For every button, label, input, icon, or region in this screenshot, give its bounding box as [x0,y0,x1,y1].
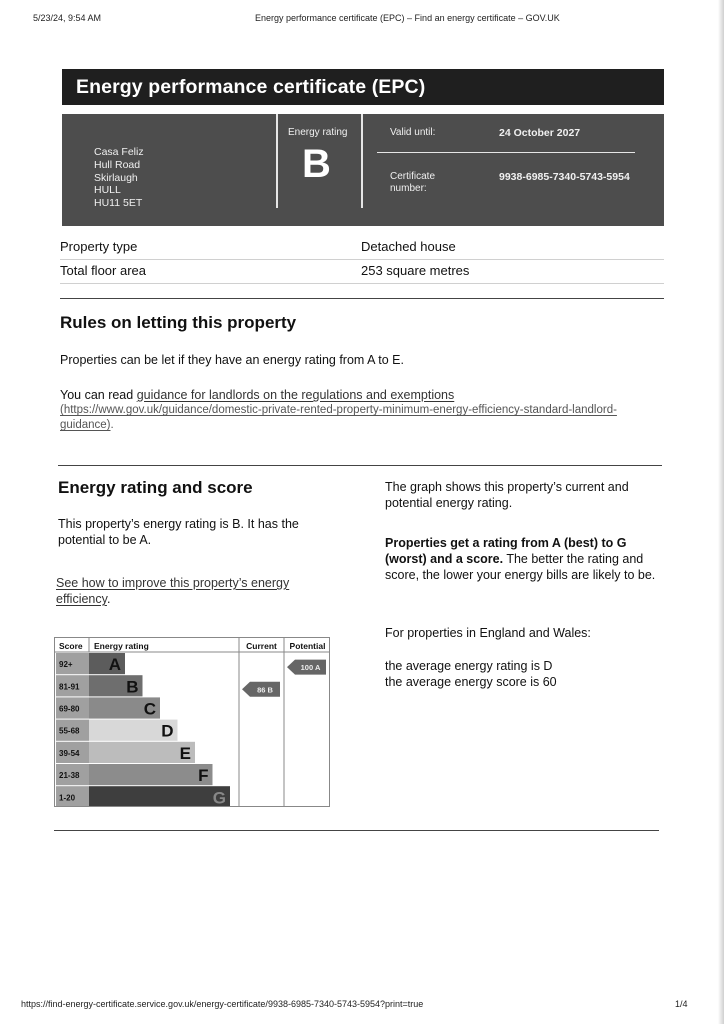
section-divider [60,298,664,299]
average-rating-text: the average energy rating is D [385,659,553,673]
valid-until-date: 24 October 2027 [499,127,581,139]
property-address: Casa Feliz Hull Road Skirlaugh HULL HU11 5ET [94,146,144,210]
letting-rule-text: Properties can be let if they have an energy rating from A to E. [60,353,404,367]
chart-band-letter: F [198,766,209,786]
current-rating-label: 86 B [257,685,273,695]
print-page-title: Energy performance certificate (EPC) – Find an energy certificate – GOV.UK [255,13,560,23]
chart-band-bar-f [89,764,213,785]
panel-divider [276,114,278,208]
print-date: 5/23/24, 9:54 AM [33,13,102,23]
section-divider [58,465,662,466]
property-type-value: Detached house [361,239,456,254]
letting-heading: Rules on letting this property [60,313,297,332]
panel-divider [361,114,363,208]
floor-area-value: 253 square metres [361,263,470,278]
average-score-text: the average energy score is 60 [385,675,557,689]
chart-score-label: 21-38 [59,771,80,781]
chart-band-letter: E [179,743,191,763]
property-details-table [60,236,664,284]
energy-rating-chart [54,637,330,807]
section-divider [54,830,659,831]
table-row [60,236,664,260]
valid-until-label: Valid until: [390,127,436,138]
rating-scale-explanation: Properties get a rating from A (best) to G (worst) and a score. The better the rating and score, the lower your energy bills are likely to be. [385,536,656,582]
rating-summary-text: This property’s energy rating is B. It has the potential to be A. [58,517,299,547]
chart-band-letter: B [126,677,139,697]
table-row [60,260,664,284]
print-page-number: 1/4 [675,999,688,1009]
potential-rating-label: 100 A [300,663,321,673]
landlord-guidance-link[interactable]: guidance for landlords on the regulations and exemptions [136,388,455,402]
chart-band-letter: G [212,788,226,808]
floor-area-label: Total floor area [60,263,146,278]
chart-band-letter: D [161,721,174,741]
chart-band-letter: A [108,655,121,675]
certificate-number: 9938-6985-7340-5743-5954 [499,171,630,183]
page-edge-shadow [718,0,724,1024]
panel-divider [377,152,635,153]
landlord-guidance-url[interactable]: (https://www.gov.uk/guidance/domestic-private-rented-property-minimum-energy-efficiency-standard-landlord-guidance). [60,404,617,431]
improve-efficiency-link[interactable]: See how to improve this property’s energy efficiency [56,576,290,606]
region-text: For properties in England and Wales: [385,626,591,640]
chart-score-label: 81-91 [59,682,80,692]
print-url: https://find-energy-certificate.service.gov.uk/energy-certificate/9938-6985-7340-5743-5954?print=true [21,999,424,1009]
chart-header-current: Current [246,641,277,651]
energy-rating-label: Energy rating [288,127,348,138]
graph-explanation-text: The graph shows this property’s current and potential energy rating. [385,480,629,510]
chart-score-label: 1-20 [59,793,76,803]
chart-score-label: 39-54 [59,748,80,758]
chart-score-label: 55-68 [59,726,80,736]
chart-header-rating: Energy rating [94,641,149,651]
chart-score-label: 69-80 [59,704,80,714]
improve-efficiency-paragraph: See how to improve this property’s energy efficiency. [56,576,290,606]
chart-header-potential: Potential [289,641,326,651]
chart-score-label: 92+ [59,660,73,670]
certificate-number-label: Certificate number: [390,171,436,194]
letting-guidance-paragraph: You can read guidance for landlords on the regulations and exemptions (https://www.gov.uk/guidance/domestic-private-rented-property-minimum-energy-efficiency-standard-landlord-guidance). [60,387,660,433]
chart-band-bar-g [89,786,230,807]
energy-rating-heading: Energy rating and score [58,478,253,497]
chart-band-letter: C [143,699,156,719]
property-type-label: Property type [60,239,138,254]
certificate-summary-panel [62,114,664,226]
energy-rating-letter: B [302,142,331,186]
energy-rating-chart-svg [55,638,330,807]
chart-header-score: Score [59,641,83,651]
page-title: Energy performance certificate (EPC) [62,69,664,105]
